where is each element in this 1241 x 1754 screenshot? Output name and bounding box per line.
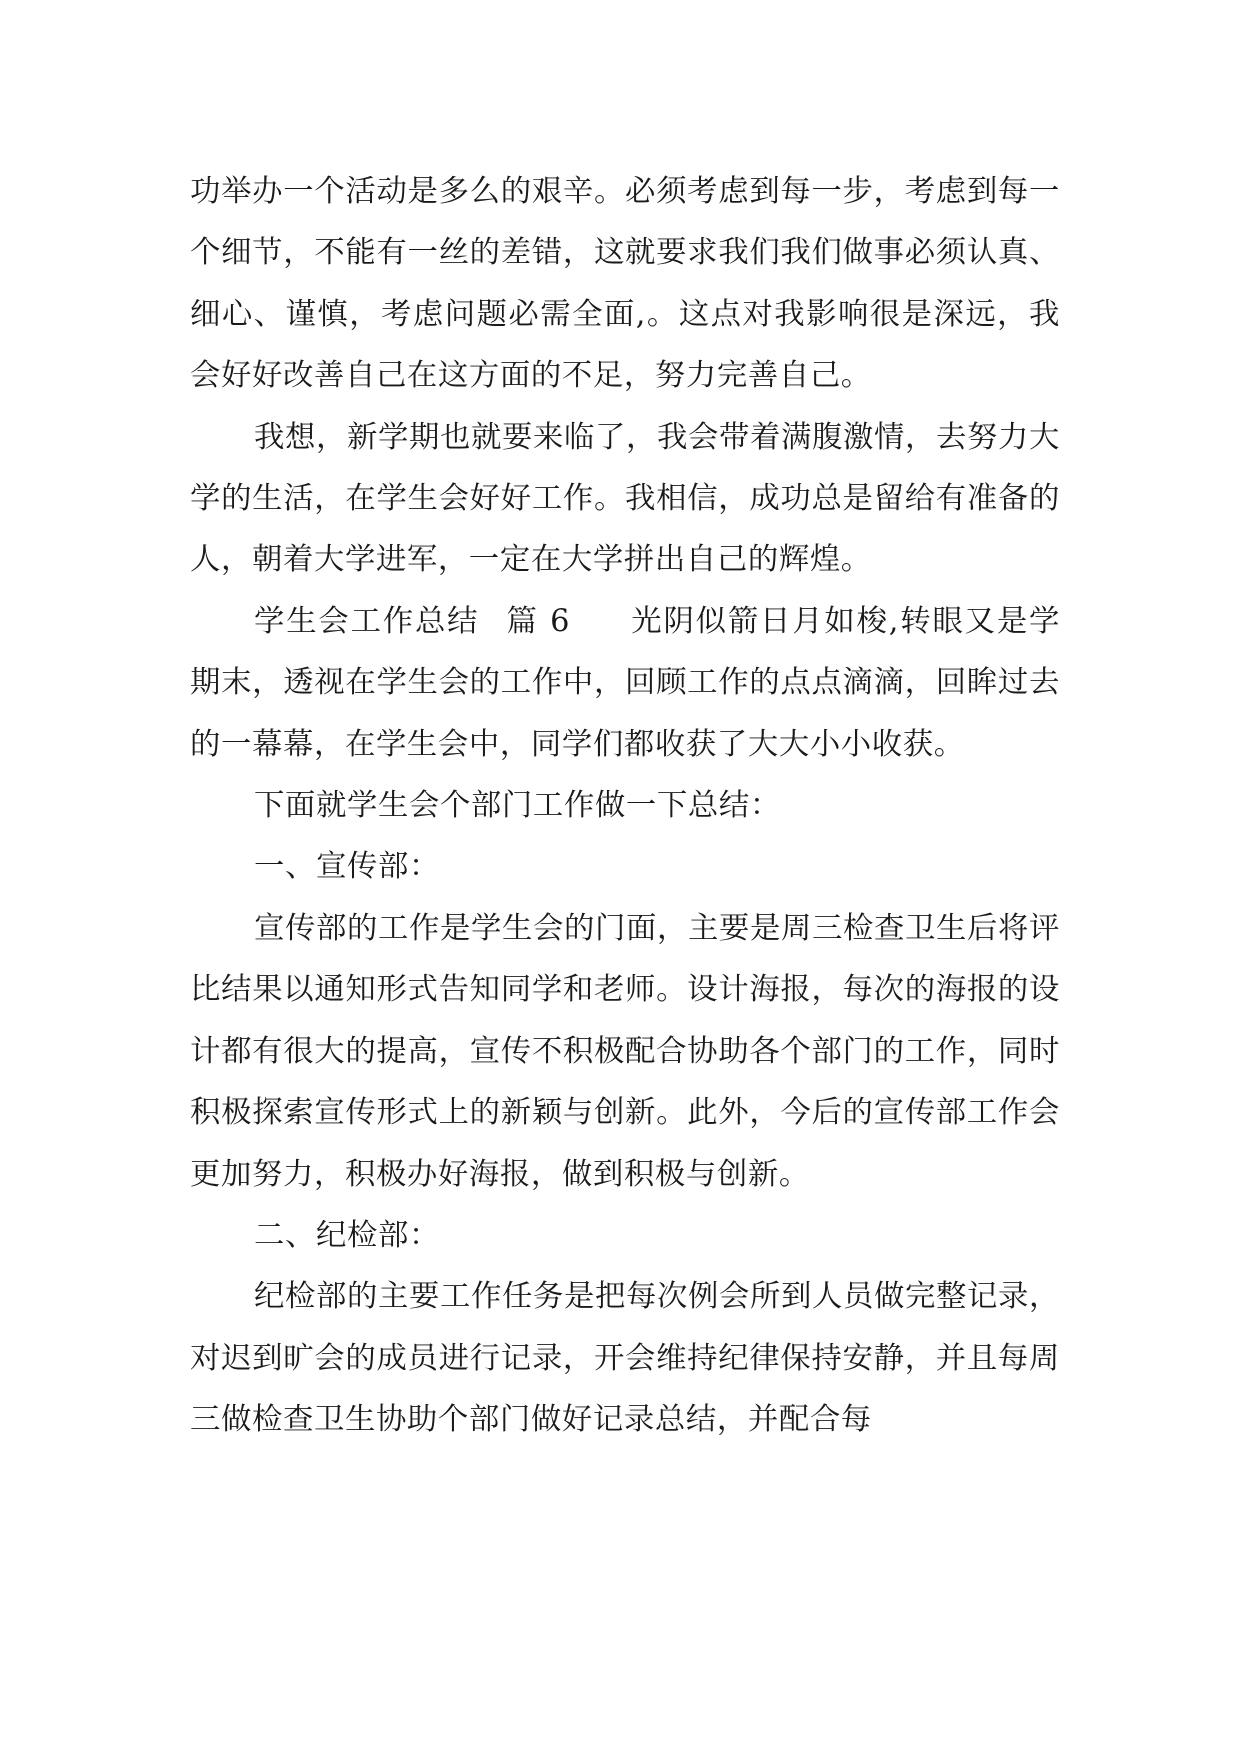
heading-discipline-dept: 二、纪检部：	[254, 1217, 440, 1253]
paragraph-2: 我想，新学期也就要来临了，我会带着满腹激情，去努力大学的生活，在学生会好好工作。我相信，成功总是留给有准备的人，朝着大学进军，一定在大学拼出自己的辉煌。	[190, 419, 1060, 578]
paragraph-discipline: 纪检部的主要工作任务是把每次例会所到人员做完整记录，对迟到旷会的成员进行记录，开会维持纪律保持安静，并且每周三做检查卫生协助个部门做好记录总结，并配合每	[190, 1279, 1060, 1438]
paragraph-1: 功举办一个活动是多么的艰辛。必须考虑到每一步，考虑到每一个细节，不能有一丝的差错，这就要求我们我们做事必须认真、细心、谨慎，考虑问题必需全面,。这点对我影响很是深远，我会好好改善自己在这方面的不足，努力完善自己。	[190, 174, 1060, 394]
heading-publicity-dept: 一、宣传部：	[254, 849, 440, 885]
document-body	[190, 161, 1060, 1451]
paragraph-3-body: 光阴似箭日月如梭,转眼又是学期末，透视在学生会的工作中，回顾工作的点点滴滴，回眸过去的一幕幕，在学生会中，同学们都收获了大大小小收获。	[190, 603, 1061, 762]
paragraph-publicity: 宣传部的工作是学生会的门面，主要是周三检查卫生后将评比结果以通知形式告知同学和老师。设计海报，每次的海报的设计都有很大的提高，宣传不积极配合协助各个部门的工作，同时积极探索宣传形式上的新颖与创新。此外，今后的宣传部工作会更加努力，积极办好海报，做到积极与创新。	[190, 910, 1060, 1192]
paragraph-3	[190, 591, 1060, 775]
paragraph-4: 下面就学生会个部门工作做一下总结：	[254, 788, 781, 824]
section-label: 篇 6	[505, 603, 571, 639]
summary-title: 学生会工作总结	[254, 603, 480, 639]
